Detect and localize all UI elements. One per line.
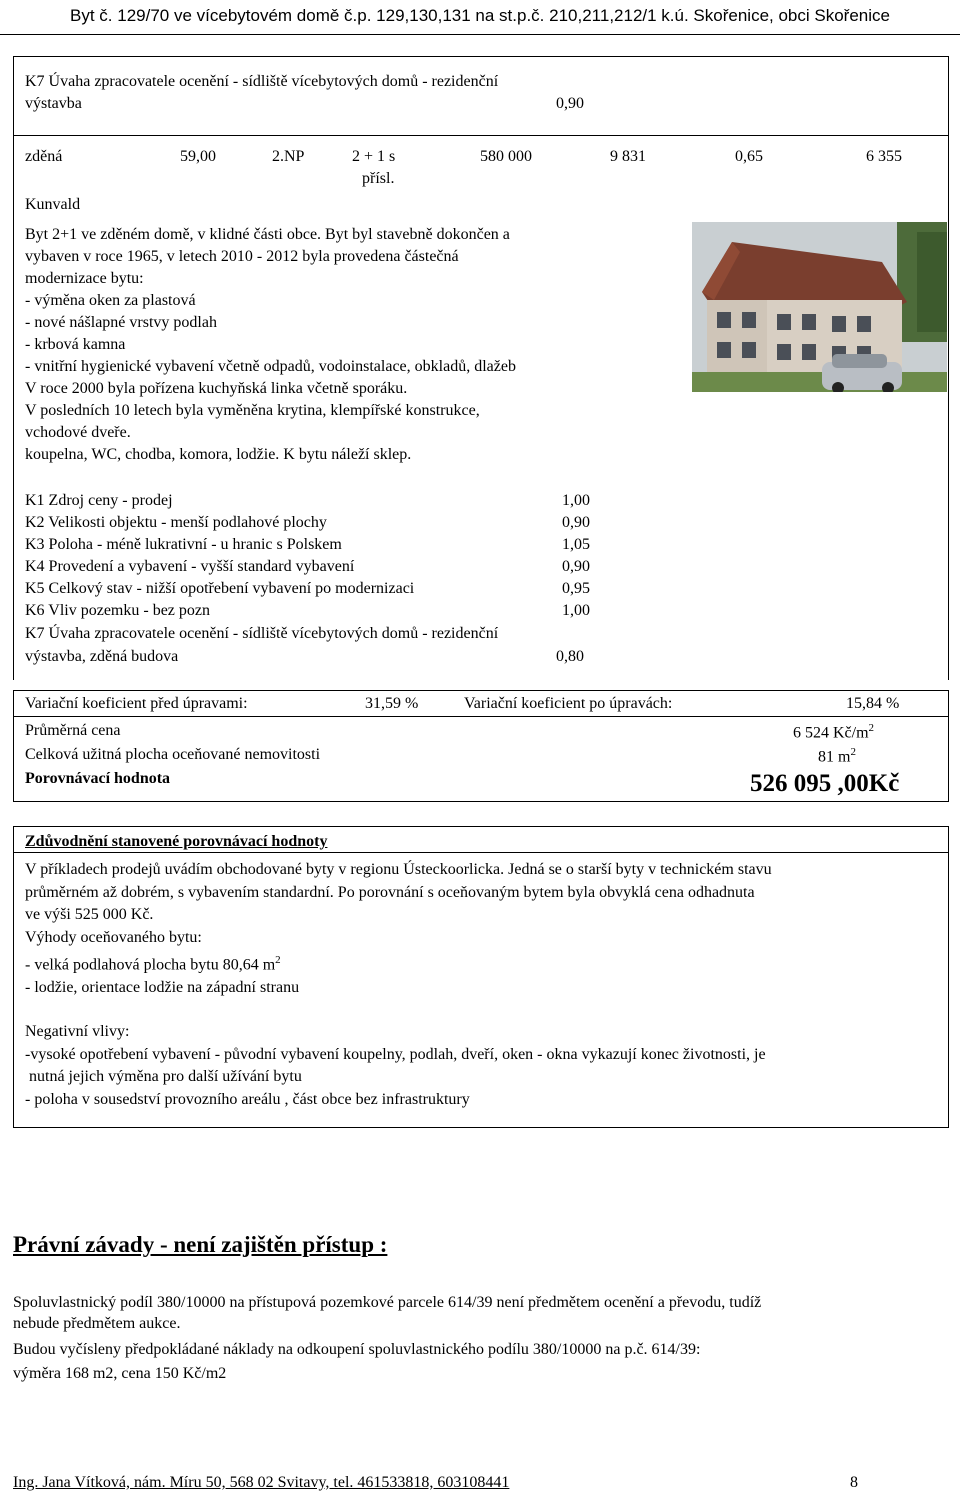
var-after-label: Variační koeficient po úpravách:: [464, 695, 673, 712]
legal-line: Spoluvlastnický podíl 380/10000 na přístupová pozemkové parcele 614/39 není předmětem ocenění a převodu, tudíž: [13, 1294, 762, 1311]
avg-price-label: Průměrná cena: [25, 722, 121, 739]
listing-layout-2: přísl.: [362, 170, 395, 187]
desc-line: - krbová kamna: [25, 336, 126, 353]
listing-price: 580 000: [480, 148, 532, 165]
justification-title: Zdůvodnění stanovené porovnávací hodnoty: [25, 833, 328, 850]
negative-line: -vysoké opotřebení vybavení - původní vybavení koupelny, podlah, dveří, oken - okna vykazují konec životnosti, je: [25, 1045, 766, 1063]
building-photo: [692, 222, 947, 392]
listing-description: [25, 224, 655, 466]
advantage-line: - lodžie, orientace lodžie na západní stranu: [25, 978, 300, 996]
listing-adj-price: 6 355: [866, 148, 902, 165]
legal-line: výměra 168 m2, cena 150 Kč/m2: [13, 1365, 227, 1382]
k7-line1: K7 Úvaha zpracovatele ocenění - sídliště vícebytových domů - rezidenční: [25, 625, 499, 642]
avg-price-unit: Kč/m: [833, 724, 869, 742]
divider: [13, 852, 949, 853]
comparison-value: 526 095 ,00Kč: [750, 770, 900, 797]
var-before-label: Variační koeficient před úpravami:: [25, 695, 248, 712]
coef-row: [25, 580, 590, 602]
k7-value: 0,80: [556, 648, 584, 665]
coef-label: K2 Velikosti objektu - menší podlahové plochy: [25, 514, 327, 531]
desc-line: V posledních 10 letech byla vyměněna krytina, klempířské konstrukce,: [25, 402, 480, 419]
listing-area: 59,00: [180, 148, 216, 165]
justification-line: průměrném až dobrém, s vybavením standardní. Po porovnání s oceňovaným bytem byla obvyklá cena odhadnuta: [25, 883, 755, 901]
superscript: 2: [275, 954, 281, 966]
legal-line: Budou vyčísleny předpokládané náklady na odkoupení spoluvlastnického podílu 380/10000 na p.č. 614/39:: [13, 1341, 701, 1358]
listing-coef: 0,65: [735, 148, 763, 165]
coef-label: K1 Zdroj ceny - prodej: [25, 492, 173, 509]
justification-line: Výhody oceňovaného bytu:: [25, 928, 202, 946]
avg-price-value: 6 524: [793, 724, 829, 742]
desc-line: vchodové dveře.: [25, 424, 131, 441]
area-value: 81: [818, 748, 834, 766]
prev-k7-line2: výstavba: [25, 95, 82, 112]
comparison-value-label: Porovnávací hodnota: [25, 770, 171, 787]
divider: [13, 135, 949, 136]
listing-floor: 2.NP: [272, 148, 305, 165]
coef-row: [25, 492, 590, 514]
justification-text: [25, 859, 940, 1111]
desc-line: - nové nášlapné vrstvy podlah: [25, 314, 217, 331]
listing-unit-price: 9 831: [610, 148, 646, 165]
justification-line: V příkladech prodejů uvádím obchodované byty v regionu Ústeckoorlicka. Jedná se o starší byty v technickém stavu: [25, 861, 772, 878]
coef-label: K5 Celkový stav - nižší opotřebení vybavení po modernizaci: [25, 580, 415, 597]
coef-row: [25, 602, 590, 624]
coef-value: 1,00: [562, 602, 590, 619]
legal-title: Právní závady - není zajištěn přístup :: [13, 1232, 388, 1257]
k7-line2: výstavba, zděná budova: [25, 648, 179, 665]
superscript: 2: [868, 722, 875, 734]
footer-author: Ing. Jana Vítková, nám. Míru 50, 568 02 Svitavy, tel. 461533818, 603108441: [13, 1474, 510, 1491]
desc-line: V roce 2000 byla pořízena kuchyňská linka včetně sporáku.: [25, 380, 408, 397]
coef-row: [25, 514, 590, 536]
page-header: Byt č. 129/70 ve vícebytovém domě č.p. 129,130,131 na st.p.č. 210,211,212/1 k.ú. Skořenice, obci Skořenice: [0, 0, 960, 35]
var-after-value: 15,84 %: [846, 695, 900, 712]
area: [818, 746, 856, 766]
divider: [13, 56, 949, 57]
desc-line: koupelna, WC, chodba, komora, lodžie. K bytu náleží sklep.: [25, 446, 412, 463]
spacer: [25, 999, 940, 1021]
area-label: Celková užitná plocha oceňované nemovitosti: [25, 746, 321, 763]
desc-line: vybaven v roce 1965, v letech 2010 - 2012 byla provedena částečná: [25, 248, 459, 265]
justification-line: ve výši 525 000 Kč.: [25, 906, 154, 923]
listing-layout: 2 + 1 s: [352, 148, 396, 165]
desc-line: - výměna oken za plastová: [25, 292, 196, 309]
page-number: 8: [850, 1474, 858, 1491]
legal-line: nebude předmětem aukce.: [13, 1315, 181, 1332]
coef-label: K6 Vliv pozemku - bez pozn: [25, 602, 210, 619]
advantage-line: [25, 949, 940, 977]
desc-line: modernizace bytu:: [25, 270, 144, 287]
coef-row: [25, 558, 590, 580]
negative-line: nutná jejich výměna pro další užívání bytu: [25, 1068, 302, 1086]
superscript: 2: [850, 746, 856, 758]
coef-value: 0,90: [562, 558, 590, 575]
divider: [13, 716, 949, 717]
desc-line: - vnitřní hygienické vybavení včetně odpadů, vodoinstalace, obkladů, dlažeb: [25, 358, 516, 375]
avg-price: [793, 722, 874, 742]
prev-k7-line1: K7 Úvaha zpracovatele ocenění - sídliště vícebytových domů - rezidenční: [25, 73, 499, 90]
coef-value: 1,00: [562, 492, 590, 509]
coef-label: K4 Provedení a vybavení - vyšší standard vybavení: [25, 558, 355, 575]
advantage-text: - velká podlahová plocha bytu 80,64 m: [25, 956, 276, 974]
coef-value: 1,05: [562, 536, 590, 553]
prev-k7-value: 0,90: [556, 95, 584, 112]
area-unit: m: [838, 748, 851, 766]
coef-label: K3 Poloha - méně lukrativní - u hranic s Polskem: [25, 536, 342, 553]
listing-location: Kunvald: [25, 196, 81, 213]
desc-line: Byt 2+1 ve zděném domě, v klidné části obce. Byt byl stavebně dokončen a: [25, 226, 510, 243]
negative-line: - poloha v sousedství provozního areálu , část obce bez infrastruktury: [25, 1090, 470, 1108]
negative-title: Negativní vlivy:: [25, 1023, 130, 1041]
coef-row: [25, 536, 590, 558]
coef-value: 0,95: [562, 580, 590, 597]
listing-type: zděná: [25, 148, 63, 165]
legal-text: [13, 1292, 953, 1384]
var-before-value: 31,59 %: [365, 695, 419, 712]
coef-value: 0,90: [562, 514, 590, 531]
